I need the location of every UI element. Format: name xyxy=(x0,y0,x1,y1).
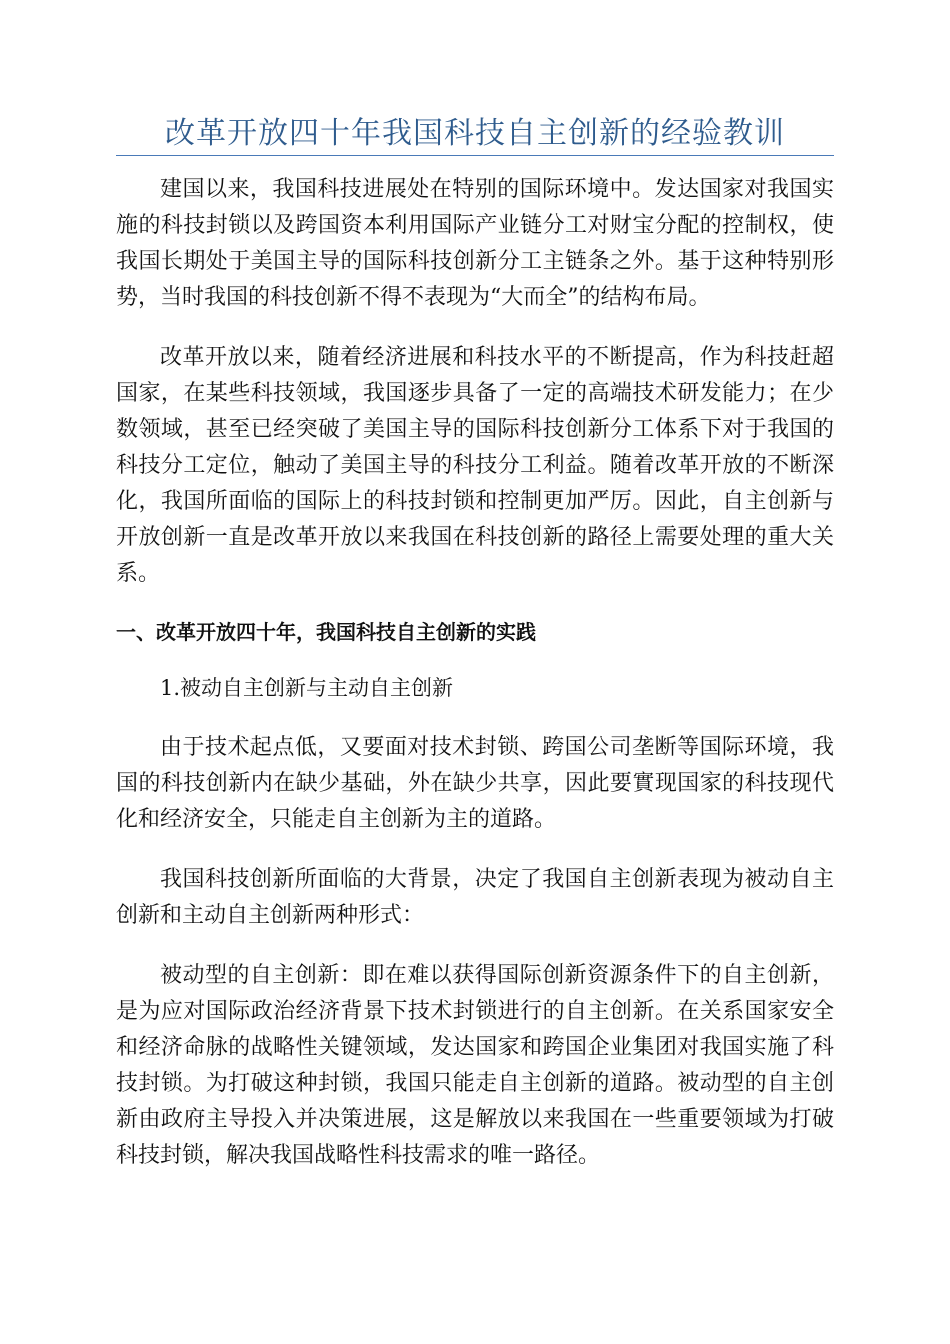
paragraph-intro-1: 建国以来，我国科技进展处在特别的国际环境中。发达国家对我国实施的科技封锁以及跨国资本利用国际产业链分工对财宝分配的控制权，使我国长期处于美国主导的国际科技创新分工主链条之外。基于这种特别形势，当时我国的科技创新不得不表现为“大而全”的结构布局。 xyxy=(116,177,834,310)
paragraph-body-2: 我国科技创新所面临的大背景，决定了我国自主创新表现为被动自主创新和主动自主创新两种形式： xyxy=(116,867,834,928)
section-heading: 一、改革开放四十年，我国科技自主创新的实践 xyxy=(116,620,536,644)
title-underline xyxy=(116,155,834,156)
document-title: 改革开放四十年我国科技自主创新的经验教训 xyxy=(165,116,785,151)
subsection-heading: 1.被动自主创新与主动自主创新 xyxy=(160,676,454,700)
paragraph-body-1: 由于技术起点低，又要面对技术封锁、跨国公司垄断等国际环境，我国的科技创新内在缺少基础，外在缺少共享，因此要實现国家的科技现代化和经济安全，只能走自主创新为主的道路。 xyxy=(116,735,834,832)
document-body xyxy=(116,172,834,1174)
paragraph-body-3: 被动型的自主创新：即在难以获得国际创新资源条件下的自主创新，是为应对国际政治经济背景下技术封锁进行的自主创新。在关系国家安全和经济命脉的战略性关键领域，发达国家和跨国企业集团对我国实施了科技封锁。为打破这种封锁，我国只能走自主创新的道路。被动型的自主创新由政府主导投入并决策进展，这是解放以来我国在一些重要领域为打破科技封锁，解决我国战略性科技需求的唯一路径。 xyxy=(116,963,834,1168)
paragraph-intro-2: 改革开放以来，随着经济进展和科技水平的不断提高，作为科技赶超国家，在某些科技领域，我国逐步具备了一定的高端技术研发能力；在少数领域，甚至已经突破了美国主导的国际科技创新分工体系下对于我国的科技分工定位，触动了美国主导的科技分工利益。随着改革开放的不断深化，我国所面临的国际上的科技封锁和控制更加严厉。因此，自主创新与开放创新一直是改革开放以来我国在科技创新的路径上需要处理的重大关系。 xyxy=(116,345,834,586)
